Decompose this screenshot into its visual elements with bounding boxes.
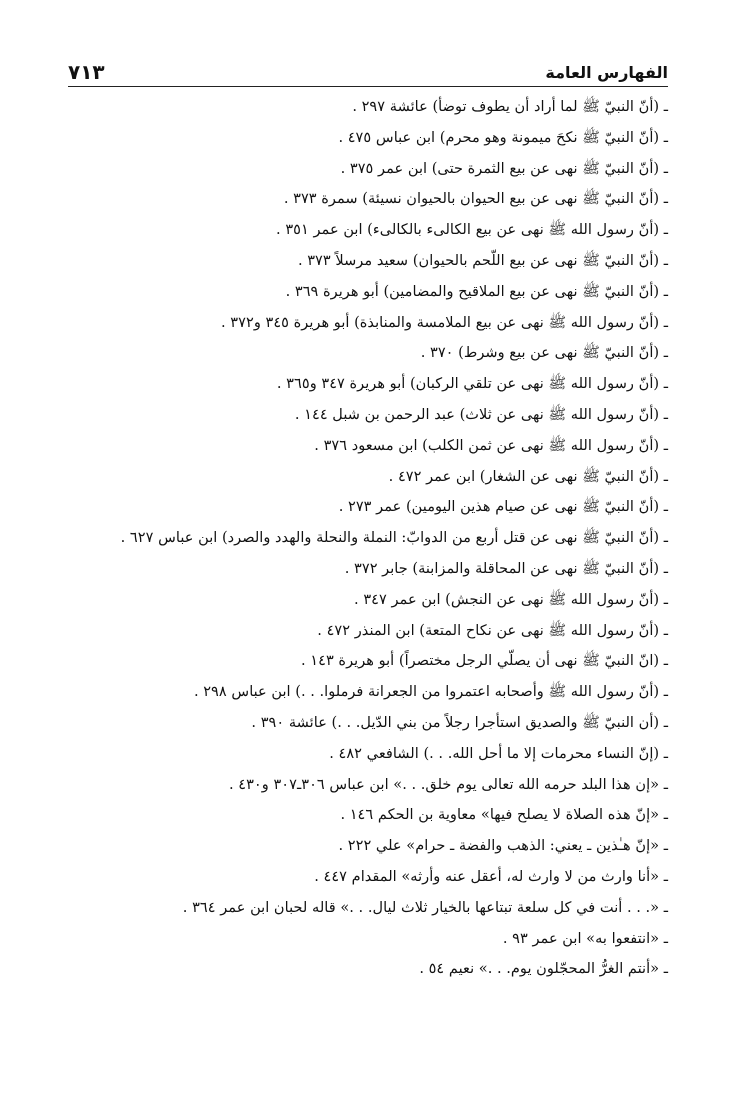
index-entry: ـ (أنّ النبيّ ﷺ لما أراد أن يطوف توضأ) عائشة ٢٩٧ . — [352, 98, 668, 115]
index-entry: ـ (أنّ رسول الله ﷺ وأصحابه اعتمروا من الجعرانة فرملوا. . .) ابن عباس ٢٩٨ . — [193, 683, 668, 701]
index-entry: ـ (أنّ النبيّ ﷺ نهى عن الشغار) ابن عمر ٤٧٢ . — [388, 467, 668, 485]
index-entry: ـ (أنّ النبيّ ﷺ نهى عن بيع الملاقيح والمضامين) أبو هريرة ٣٦٩ . — [285, 282, 668, 300]
index-entry: ـ (إنّ النساء محرمات إلا ما أحل الله. . .) الشافعي ٤٨٢ . — [329, 744, 668, 762]
index-entry: ـ (أنّ النبيّ ﷺ نكحَ ميمونة وهو محرم) ابن عباس ٤٧٥ . — [338, 128, 668, 146]
index-entry: ـ (أنّ رسول الله ﷺ نهى عن بيع الملامسة والمنابذة) أبو هريرة ٣٤٥ و٣٧٢ . — [221, 313, 668, 331]
index-entry: ـ (انّ النبيّ ﷺ نهى أن يصلّي الرجل مختصراً) أبو هريرة ١٤٣ . — [301, 652, 668, 670]
index-entry: ـ (أنّ النبيّ ﷺ نهى عن قتل أربع من الدوابّ: النملة والنحلة والهدد والصرد) ابن عباس ٦٢٧ . — [120, 529, 668, 547]
index-entry: ـ (أنّ رسول الله ﷺ نهى عن نكاح المتعة) ابن المنذر ٤٧٢ . — [317, 621, 668, 639]
index-entry: ـ «إنّ هـٰذين ـ يعني: الذهب والفضة ـ حرام» علي ٢٢٢ . — [338, 837, 668, 855]
index-entry: ـ (أنّ رسول الله ﷺ نهى عن النجش) ابن عمر ٣٤٧ . — [354, 590, 668, 608]
index-entry: ـ (أنّ النبيّ ﷺ نهى عن بيع الثمرة حتى) ابن عمر ٣٧٥ . — [340, 159, 668, 177]
index-entry: ـ (أنّ رسول الله ﷺ نهى عن ثمن الكلب) ابن مسعود ٣٧٦ . — [314, 436, 668, 454]
index-entry: ـ (أنّ النبيّ ﷺ نهى عن المحاقلة والمزابنة) جابر ٣٧٢ . — [344, 559, 668, 577]
index-entry: ـ (أنّ النبيّ ﷺ نهى عن بيع وشرط) ٣٧٠ . — [420, 344, 668, 362]
index-entry: ـ (أنّ رسول الله ﷺ نهى عن ثلاث) عبد الرحمن بن شبل ١٤٤ . — [294, 405, 668, 423]
page-header — [68, 52, 668, 87]
index-entry: ـ (أنّ رسول الله ﷺ نهى عن بيع الكالىء بالكالىء) ابن عمر ٣٥١ . — [276, 221, 668, 239]
index-entry: ـ «إنّ هذه الصلاة لا يصلح فيها» معاوية بن الحكم ١٤٦ . — [340, 806, 668, 824]
index-entry: ـ «انتفعوا به» ابن عمر ٩٣ . — [502, 929, 668, 947]
index-entry: ـ (أنّ النبيّ ﷺ نهى عن بيع اللّحم بالحيوان) سعيد مرسلاً ٣٧٣ . — [297, 251, 668, 269]
index-entry: ـ «. . . أنت في كل سلعة تبتاعها بالخيار ثلاث ليال. . .» قاله لحبان ابن عمر ٣٦٤ . — [182, 898, 668, 916]
index-entry: ـ «إن هذا البلد حرمه الله تعالى يوم خلق. . .» ابن عباس ٣٠٦ـ٣٠٧ و٤٣٠ . — [228, 775, 668, 793]
hadith-index-list — [100, 92, 668, 985]
running-title: الفهارس العامة — [545, 63, 668, 82]
index-entry: ـ (أنّ النبيّ ﷺ نهى عن بيع الحيوان بالحيوان نسيئة) سمرة ٣٧٣ . — [283, 190, 668, 208]
index-entry: ـ (أن النبيّ ﷺ والصديق استأجرا رجلاً من بني الدّيل. . .) عائشة ٣٩٠ . — [251, 713, 668, 731]
page-number: ٧١٣ — [68, 60, 105, 84]
index-entry: ـ «أنا وارث من لا وارث له، أعقل عنه وأرثه» المقدام ٤٤٧ . — [314, 867, 668, 885]
index-entry: ـ (أنّ رسول الله ﷺ نهى عن تلقي الركبان) أبو هريرة ٣٤٧ و٣٦٥ . — [276, 375, 668, 393]
index-entry: ـ (أنّ النبيّ ﷺ نهى عن صيام هذين اليومين) عمر ٢٧٣ . — [338, 498, 668, 516]
index-entry: ـ «أنتم الغرُّ المحجّلون يوم. . .» نعيم ٥٤ . — [419, 960, 668, 978]
